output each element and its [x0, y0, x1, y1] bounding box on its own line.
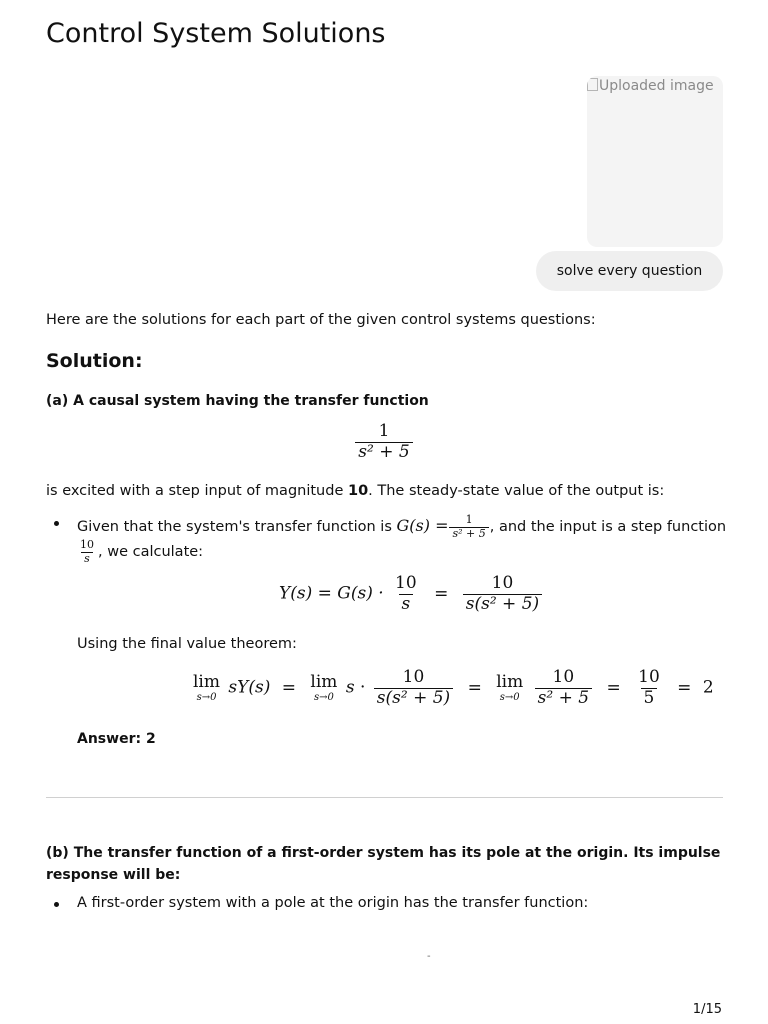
solution-heading: Solution: [46, 350, 143, 372]
part-b-bullet: A first-order system with a pole at the origin has the transfer function: [77, 895, 589, 911]
part-a-statement: is excited with a step input of magnitude 10. The steady-state value of the output is: [46, 483, 665, 499]
part-a-bullet-line-2: $\frac{10}{s}$ , we calculate: [80, 538, 204, 565]
part-a-title: (a) A causal system having the transfer function [46, 393, 429, 409]
part-b-title: (b) The transfer function of a first-order system has its pole at the origin. Its impulse response will be: [46, 845, 721, 883]
answer-intro: Here are the solutions for each part of the given control systems questions: [46, 312, 596, 328]
part-a-ys-equation: Y(s) = G(s) · $\frac{10}{s}$ = $\frac{10}{\text{s(s² + 5)}}$ [279, 574, 545, 614]
bullet-marker [54, 902, 59, 907]
section-divider [46, 797, 723, 798]
part-a-answer: Answer: 2 [77, 731, 156, 747]
page-number: 1/15 [692, 1002, 722, 1017]
uploaded-image[interactable] [587, 76, 723, 247]
part-a-bullet-line-1: Given that the system's transfer function is G(s) = $\frac{1}{\text{s² + 5}}$ , and the input is a step function [77, 513, 727, 540]
page-title: Control System Solutions [46, 18, 386, 49]
bullet-marker [54, 521, 59, 526]
broken-image-icon [587, 78, 598, 91]
uploaded-image-alt: Uploaded image [599, 78, 714, 94]
part-a-limit-equation: lim s→0 sY(s) = lim s→0 s · $\frac{10}{\text{s(s² + 5)}}$ = lim s→0 $\frac{10}{\text{s² + 5}}$ = $\frac{10}{5}$ = 2 [193, 667, 714, 708]
user-message-text: solve every question [556, 263, 703, 279]
user-message-bubble [536, 251, 723, 291]
equation-placeholder-mark: - [427, 951, 431, 962]
part-a-transfer-function: $\frac{1}{\text{s² + 5}}$ [0, 422, 768, 462]
final-value-theorem-text: Using the final value theorem: [77, 636, 297, 652]
